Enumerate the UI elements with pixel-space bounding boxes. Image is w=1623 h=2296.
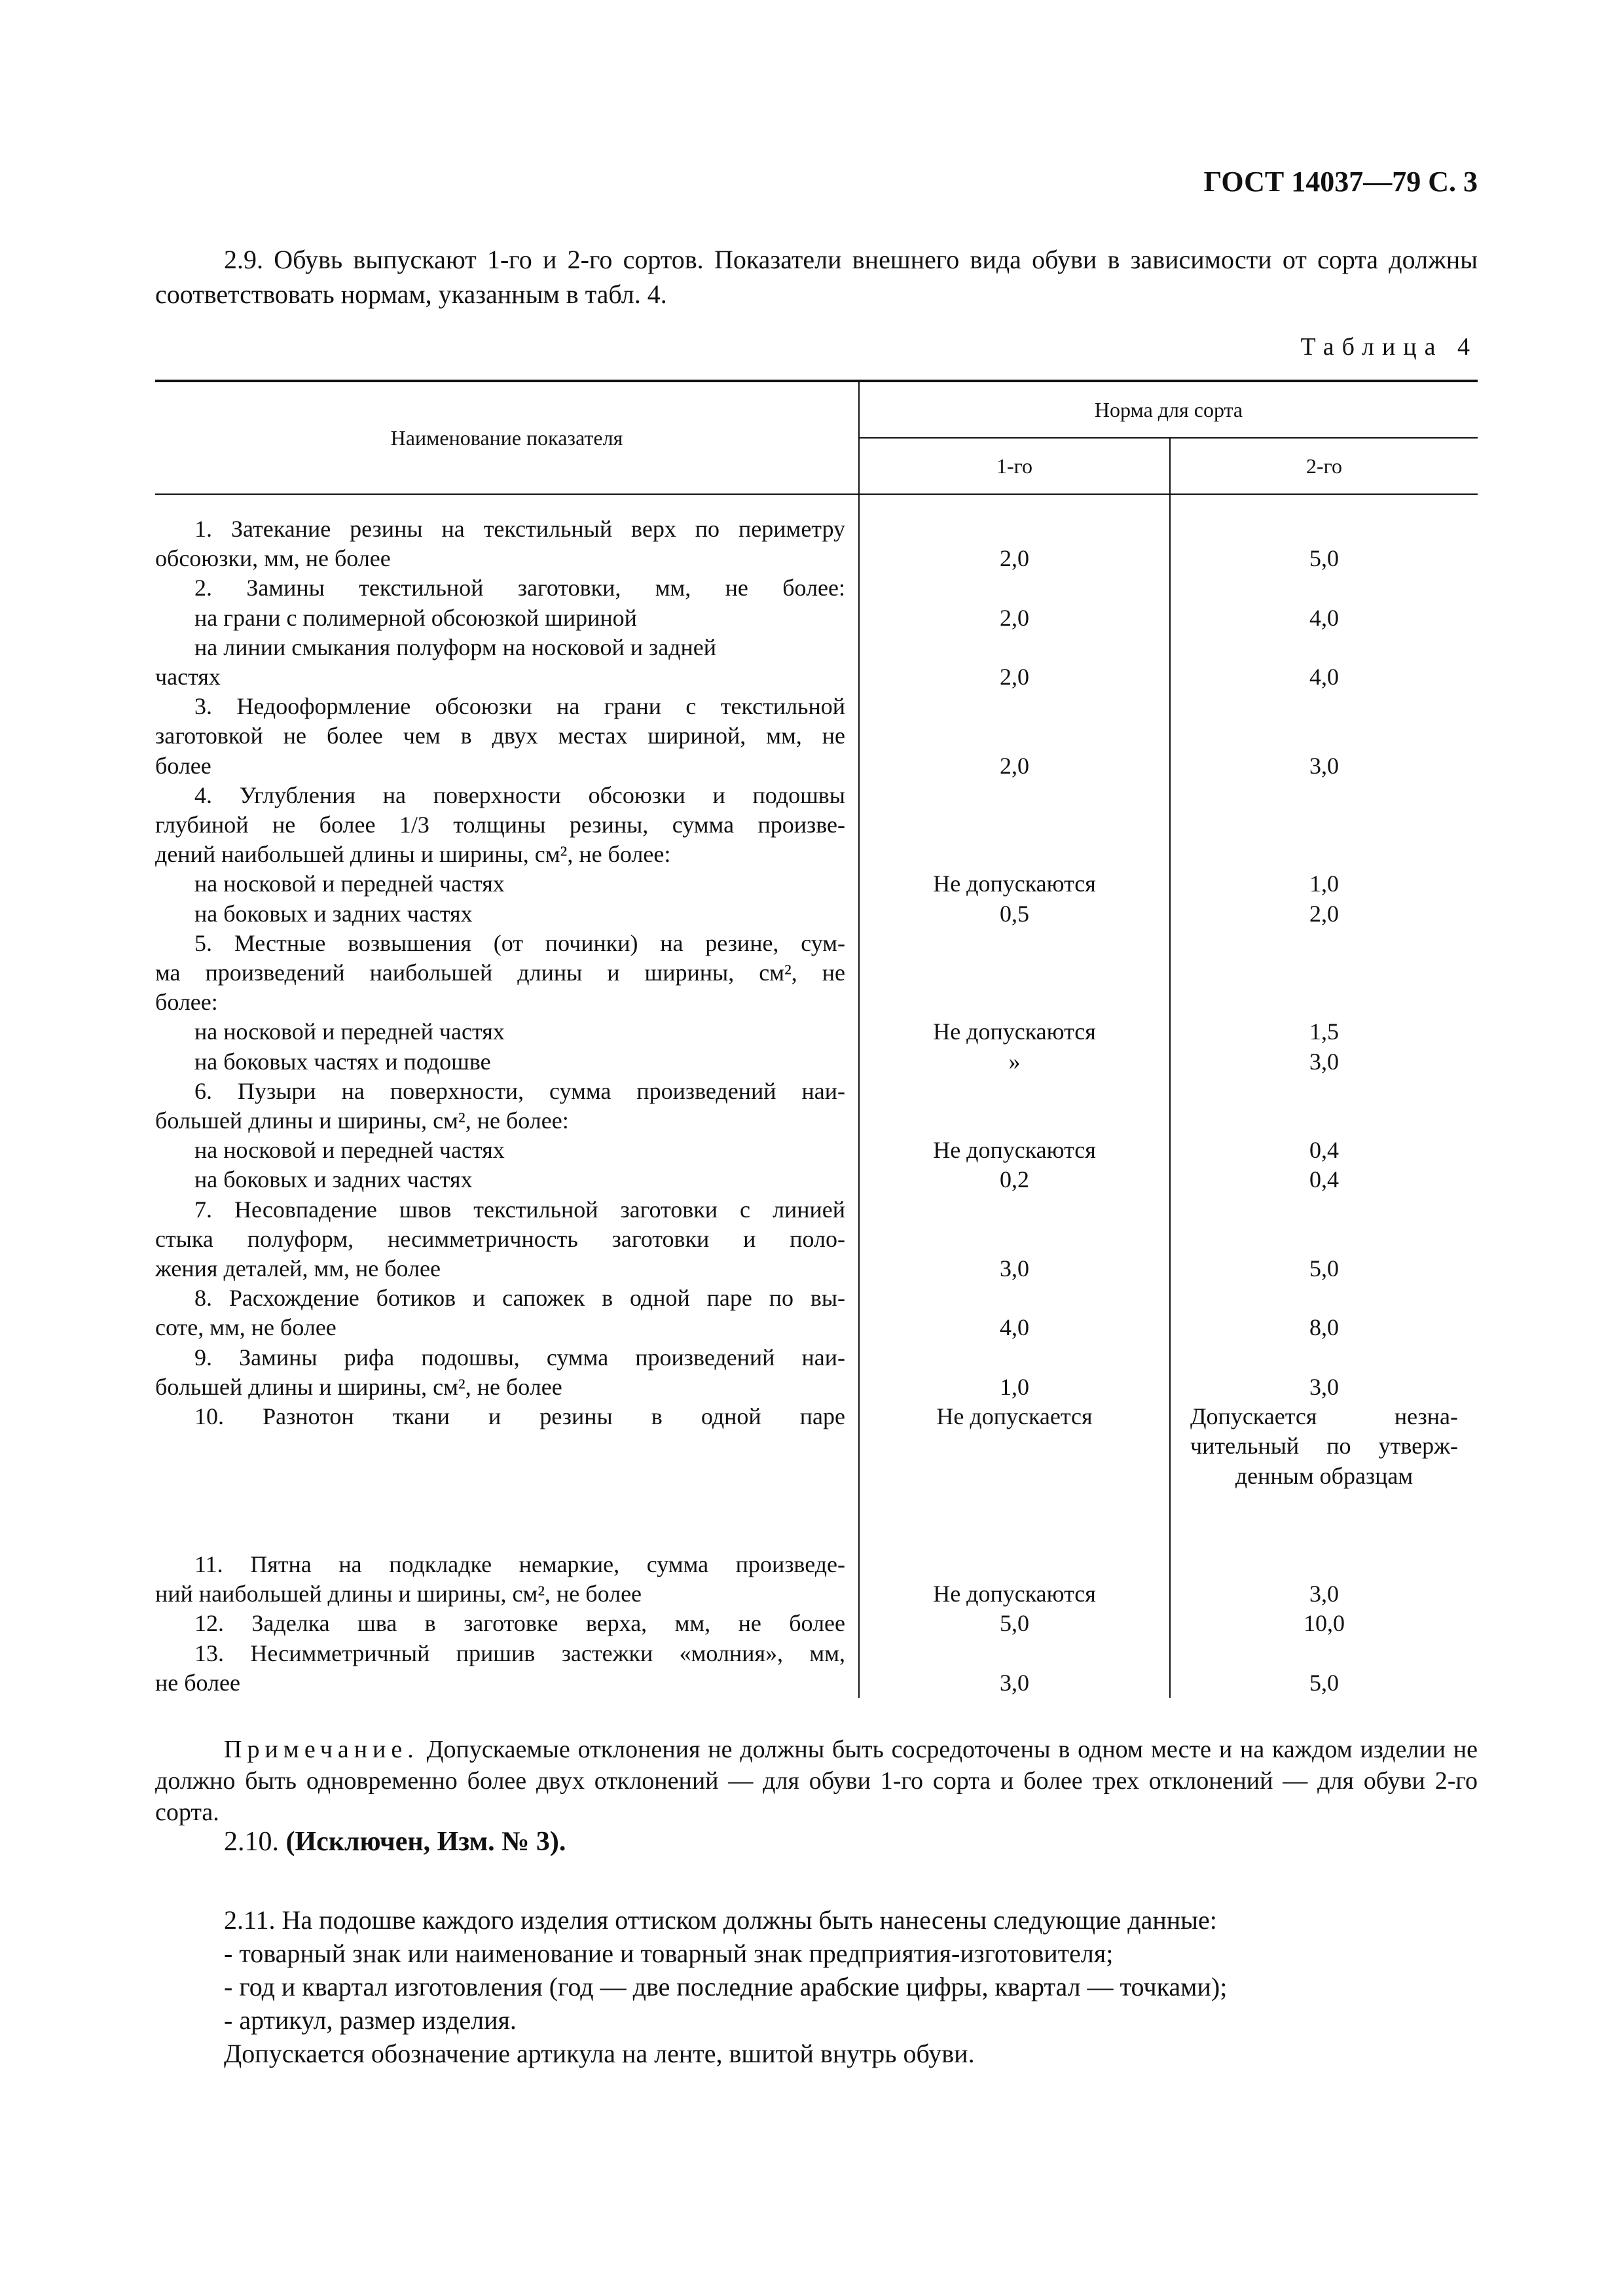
norm-value: 3,0 bbox=[1309, 1048, 1339, 1075]
table-row bbox=[155, 573, 1478, 692]
row-description bbox=[155, 1550, 859, 1609]
norm-value: 1,0 bbox=[1000, 1373, 1029, 1400]
table-row bbox=[155, 692, 1478, 781]
norm-value: 1,5 bbox=[1309, 1018, 1339, 1045]
norm-value: 4,0 bbox=[1309, 604, 1339, 631]
grade1-value bbox=[859, 1402, 1170, 1550]
norm-value bbox=[860, 929, 1169, 958]
norm-value bbox=[860, 1431, 1169, 1461]
norm-value bbox=[860, 988, 1169, 1017]
norm-value bbox=[860, 1639, 1169, 1668]
note-paragraph bbox=[155, 1734, 1478, 1828]
norm-value bbox=[1171, 1520, 1478, 1550]
description-line: на грани с полимерной обсоюзкой шириной bbox=[194, 604, 637, 631]
norm-value bbox=[860, 1225, 1169, 1254]
norm-value: 0,4 bbox=[1309, 1166, 1339, 1193]
description-line bbox=[155, 1461, 845, 1490]
norm-value bbox=[1171, 840, 1478, 869]
table-row bbox=[155, 1343, 1478, 1402]
row-description bbox=[155, 1195, 859, 1284]
grade1-value bbox=[859, 692, 1170, 781]
norm-value bbox=[1171, 1077, 1478, 1106]
table-row bbox=[155, 1639, 1478, 1698]
grade1-value bbox=[859, 573, 1170, 692]
norm-value bbox=[1171, 1283, 1478, 1313]
table-row bbox=[155, 781, 1478, 929]
row-description bbox=[155, 573, 859, 692]
norm-value: чительный по утверж- bbox=[1190, 1433, 1458, 1460]
norm-value bbox=[860, 958, 1169, 988]
norm-value bbox=[860, 1106, 1169, 1136]
norm-value: 2,0 bbox=[1000, 604, 1029, 631]
grade2-value bbox=[1170, 1402, 1478, 1550]
norm-value: Не допускаются bbox=[933, 1581, 1096, 1607]
norm-value: Допускается незна- bbox=[1190, 1403, 1458, 1430]
norm-value bbox=[1171, 633, 1478, 662]
grade2-value bbox=[1170, 1609, 1478, 1638]
description-line: на носковой и передней частях bbox=[194, 1137, 505, 1164]
table-row bbox=[155, 1283, 1478, 1342]
clause-2-11-line: Допускается обозначение артикула на ленте, вшитой внутрь обуви. bbox=[224, 2039, 975, 2068]
grade1-value bbox=[859, 781, 1170, 929]
norm-value bbox=[860, 633, 1169, 662]
norm-value bbox=[1171, 810, 1478, 840]
description-line: обсоюзки, мм, не более bbox=[155, 545, 391, 572]
norm-value bbox=[860, 840, 1169, 869]
description-line: более bbox=[155, 752, 211, 779]
grade2-value bbox=[1170, 781, 1478, 929]
grade2-value bbox=[1170, 929, 1478, 1077]
norm-value: 5,0 bbox=[1000, 1610, 1029, 1637]
norm-value: 2,0 bbox=[1000, 663, 1029, 690]
note-label: Примечание. bbox=[224, 1736, 419, 1763]
clause-2-11-line: - товарный знак или наименование и товарный знак предприятия-изготовителя; bbox=[224, 1939, 1114, 1968]
norm-value: денным образцам bbox=[1235, 1462, 1413, 1489]
norm-value: 5,0 bbox=[1309, 1669, 1339, 1696]
norm-value: Не допускаются bbox=[933, 1018, 1096, 1045]
description-line: 8. Расхождение ботиков и сапожек в одной паре по вы- bbox=[194, 1285, 845, 1312]
description-line: 11. Пятна на подкладке немаркие, сумма произведе- bbox=[194, 1551, 845, 1578]
description-line: 3. Недооформление обсоюзки на грани с текстильной bbox=[194, 693, 845, 720]
norm-value bbox=[1171, 958, 1478, 988]
column-header-grade1: 1-го bbox=[859, 438, 1170, 494]
grade1-value bbox=[859, 1609, 1170, 1638]
description-line: дений наибольшей длины и ширины, см², не более: bbox=[155, 841, 671, 868]
table-row bbox=[155, 1550, 1478, 1609]
description-line: на носковой и передней частях bbox=[194, 1018, 505, 1045]
grade2-value bbox=[1170, 1195, 1478, 1284]
norm-value: 4,0 bbox=[1309, 663, 1339, 690]
row-description bbox=[155, 692, 859, 781]
description-line: 12. Заделка шва в заготовке верха, мм, не более bbox=[194, 1610, 845, 1637]
norm-value bbox=[1171, 929, 1478, 958]
grade2-value bbox=[1170, 692, 1478, 781]
intro-paragraph: 2.9. Обувь выпускают 1-го и 2-го сортов. Показатели внешнего вида обуви в зависимости от сорта должны соответствовать нормам, указанным в табл. 4. bbox=[155, 245, 1478, 309]
description-line: соте, мм, не более bbox=[155, 1314, 337, 1341]
clause-2-10-number: 2.10. bbox=[224, 1827, 279, 1857]
grade2-value bbox=[1170, 1077, 1478, 1195]
norm-value: Не допускаются bbox=[933, 1137, 1096, 1164]
description-line: на носковой и передней частях bbox=[194, 870, 505, 897]
description-line: ма произведений наибольшей длины и ширины, см², не bbox=[155, 960, 845, 986]
grade2-value bbox=[1170, 1343, 1478, 1402]
norm-value: 0,2 bbox=[1000, 1166, 1029, 1193]
norm-value bbox=[1171, 573, 1478, 603]
description-line: 7. Несовпадение швов текстильной заготовки с линией bbox=[194, 1196, 845, 1223]
row-description bbox=[155, 1077, 859, 1195]
table-row bbox=[155, 1195, 1478, 1284]
table-row bbox=[155, 1402, 1478, 1550]
norm-value: 3,0 bbox=[1309, 1581, 1339, 1607]
clause-2-11-line: - год и квартал изготовления (год — две последние арабские цифры, квартал — точками); bbox=[224, 1972, 1228, 2001]
description-line: 6. Пузыри на поверхности, сумма произведений наи- bbox=[194, 1077, 845, 1104]
norm-value: 3,0 bbox=[1000, 1669, 1029, 1696]
norm-value bbox=[1171, 692, 1478, 721]
row-description bbox=[155, 1639, 859, 1698]
row-description bbox=[155, 929, 859, 1077]
norm-value bbox=[1171, 781, 1478, 810]
norm-value bbox=[860, 692, 1169, 721]
grade1-value bbox=[859, 1639, 1170, 1698]
norm-value: 10,0 bbox=[1304, 1610, 1345, 1637]
norm-value bbox=[860, 514, 1169, 544]
row-description bbox=[155, 494, 859, 573]
norm-value bbox=[1171, 721, 1478, 751]
grade2-value bbox=[1170, 573, 1478, 692]
grade1-value bbox=[859, 929, 1170, 1077]
norm-value bbox=[860, 781, 1169, 810]
description-line: 5. Местные возвышения (от починки) на резине, сум- bbox=[194, 929, 845, 956]
norm-value: 4,0 bbox=[1000, 1314, 1029, 1341]
norm-value bbox=[1171, 1195, 1478, 1225]
description-line bbox=[155, 1491, 845, 1520]
norm-value bbox=[860, 721, 1169, 751]
grade1-value bbox=[859, 1283, 1170, 1342]
norm-value bbox=[860, 810, 1169, 840]
column-header-norm: Норма для сорта bbox=[859, 381, 1478, 438]
row-description bbox=[155, 781, 859, 929]
norm-value bbox=[860, 1283, 1169, 1313]
norm-value bbox=[860, 1461, 1169, 1490]
grade2-value bbox=[1170, 494, 1478, 573]
norm-value bbox=[860, 1077, 1169, 1106]
norm-value: 5,0 bbox=[1309, 1255, 1339, 1282]
page-header: ГОСТ 14037—79 С. 3 bbox=[1203, 166, 1478, 198]
description-line: 2. Замины текстильной заготовки, мм, не более: bbox=[194, 575, 845, 601]
description-line: большей длины и ширины, см², не более bbox=[155, 1373, 562, 1400]
norm-value bbox=[860, 1520, 1169, 1550]
norms-table bbox=[155, 380, 1478, 1698]
row-description bbox=[155, 1283, 859, 1342]
grade1-value bbox=[859, 494, 1170, 573]
norm-value bbox=[1171, 1491, 1478, 1520]
description-line: глубиной не более 1/3 толщины резины, сумма произве- bbox=[155, 812, 845, 838]
description-line: на боковых и задних частях bbox=[194, 900, 473, 927]
description-line: на боковых частях и подошве bbox=[194, 1048, 491, 1075]
description-line: жения деталей, мм, не более bbox=[155, 1255, 441, 1282]
note-text: Допускаемые отклонения не должны быть сосредоточены в одном месте и на каждом изделии не должно быть одновременно более двух отклонений — для обуви 1-го сорта и более трех отклонений — для обуви 2-го сорта. bbox=[155, 1736, 1478, 1826]
norm-value bbox=[860, 1195, 1169, 1225]
norms-table-container bbox=[155, 380, 1478, 1698]
norm-value bbox=[1171, 1225, 1478, 1254]
norm-value: 8,0 bbox=[1309, 1314, 1339, 1341]
norm-value bbox=[1171, 514, 1478, 544]
norm-value: 5,0 bbox=[1309, 545, 1339, 572]
table-row bbox=[155, 929, 1478, 1077]
table-body bbox=[155, 494, 1478, 1698]
grade2-value bbox=[1170, 1550, 1478, 1609]
norm-value: 3,0 bbox=[1309, 752, 1339, 779]
norm-value bbox=[1171, 1106, 1478, 1136]
norm-value bbox=[860, 1343, 1169, 1372]
description-line: частях bbox=[155, 664, 221, 691]
norm-value: » bbox=[1008, 1048, 1021, 1075]
description-line: 10. Разнотон ткани и резины в одной паре bbox=[194, 1403, 845, 1430]
grade1-value bbox=[859, 1343, 1170, 1402]
row-description bbox=[155, 1609, 859, 1638]
description-line: 9. Замины рифа подошвы, сумма произведений наи- bbox=[194, 1344, 845, 1371]
norm-value bbox=[860, 1491, 1169, 1520]
norm-value bbox=[860, 1550, 1169, 1579]
norm-value: Не допускаются bbox=[933, 870, 1096, 897]
grade1-value bbox=[859, 1195, 1170, 1284]
row-description bbox=[155, 1402, 859, 1550]
norm-value bbox=[1171, 1639, 1478, 1668]
norm-value: 2,0 bbox=[1000, 752, 1029, 779]
table-row bbox=[155, 1609, 1478, 1638]
clause-2-11-line: 2.11. На подошве каждого изделия оттиском должны быть нанесены следующие данные: bbox=[224, 1905, 1217, 1935]
norm-value bbox=[1171, 1343, 1478, 1372]
grade1-value bbox=[859, 1077, 1170, 1195]
table-row bbox=[155, 1077, 1478, 1195]
description-line: большей длины и ширины, см², не более: bbox=[155, 1107, 569, 1134]
description-line: 1. Затекание резины на текстильный верх по периметру bbox=[194, 516, 845, 542]
column-header-name: Наименование показателя bbox=[155, 381, 859, 494]
norm-value: 2,0 bbox=[1309, 900, 1339, 927]
description-line: на линии смыкания полуформ на носковой и задней bbox=[194, 634, 717, 660]
description-line: на боковых и задних частях bbox=[194, 1166, 473, 1193]
grade1-value bbox=[859, 1550, 1170, 1609]
row-description bbox=[155, 1343, 859, 1402]
table-caption: Таблица 4 bbox=[1300, 333, 1478, 361]
grade2-value bbox=[1170, 1639, 1478, 1698]
clause-2-10 bbox=[224, 1826, 566, 1857]
norm-value: 3,0 bbox=[1309, 1373, 1339, 1400]
description-line: 4. Углубления на поверхности обсоюзки и подошвы bbox=[194, 781, 845, 808]
description-line: 13. Несимметричный пришив застежки «молния», мм, bbox=[194, 1640, 845, 1666]
clause-2-10-text: (Исключен, Изм. № 3). bbox=[285, 1827, 566, 1857]
norm-value: 2,0 bbox=[1000, 545, 1029, 572]
norm-value bbox=[1171, 988, 1478, 1017]
norm-value bbox=[860, 573, 1169, 603]
description-line: стыка полуформ, несимметричность заготовки и поло- bbox=[155, 1225, 845, 1252]
grade2-value bbox=[1170, 1283, 1478, 1342]
description-line bbox=[155, 1431, 845, 1461]
clause-2-11-line: - артикул, размер изделия. bbox=[224, 2005, 517, 2035]
clause-2-11 bbox=[224, 1903, 1227, 2070]
description-line: не более bbox=[155, 1669, 241, 1696]
description-line: ний наибольшей длины и ширины, см², не более bbox=[155, 1581, 642, 1607]
table-row bbox=[155, 494, 1478, 573]
description-line bbox=[155, 1520, 845, 1550]
norm-value: 0,4 bbox=[1309, 1137, 1339, 1164]
column-header-grade2: 2-го bbox=[1170, 438, 1478, 494]
norm-value: Не допускается bbox=[936, 1403, 1093, 1430]
norm-value bbox=[1171, 1550, 1478, 1579]
description-line: заготовкой не более чем в двух местах шириной, мм, не bbox=[155, 723, 845, 749]
description-line: более: bbox=[155, 989, 218, 1016]
norm-value: 0,5 bbox=[1000, 900, 1029, 927]
norm-value: 3,0 bbox=[1000, 1255, 1029, 1282]
norm-value: 1,0 bbox=[1309, 870, 1339, 897]
